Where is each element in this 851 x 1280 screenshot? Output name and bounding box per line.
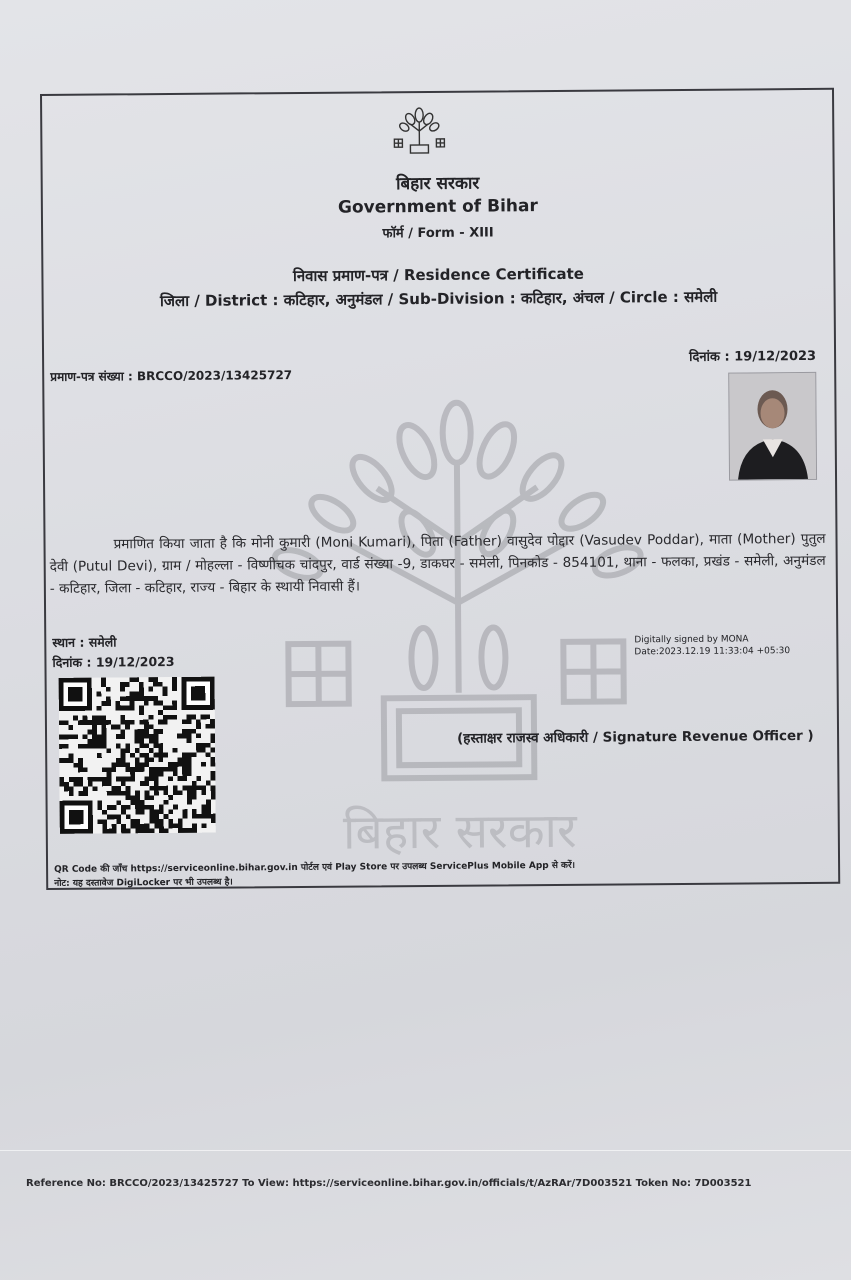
jurisdiction-line: जिला / District : कटिहार, अनुमंडल / Sub-Division : कटिहार, अंचल / Circle : समेली <box>159 287 718 311</box>
fold-crease <box>0 1150 851 1151</box>
digilocker-note: नोट: यह दस्तावेज DigiLocker पर भी उपलब्ध है। <box>54 877 233 889</box>
applicant-photo <box>728 372 817 481</box>
bihar-emblem-icon <box>388 101 450 163</box>
digital-signature-line1: Digitally signed by MONA <box>634 634 749 646</box>
watermark-text: बिहार सरकार <box>342 802 577 861</box>
signature-officer-label: (हस्ताक्षर राजस्व अधिकारी / Signature Revenue Officer ) <box>457 727 814 747</box>
form-label: फॉर्म / Form - XIII <box>382 225 494 242</box>
qr-verification-note: QR Code की जाँच https://serviceonline.bihar.gov.in पोर्टल एवं Play Store पर उपलब्ध ServicePlus Mobile App से करें। <box>54 860 576 875</box>
certificate-number: प्रमाण-पत्र संख्या : BRCCO/2023/13425727 <box>50 368 293 384</box>
certificate-frame <box>40 88 840 890</box>
hindi-title: बिहार सरकार <box>396 173 480 195</box>
bihar-emblem-watermark-icon <box>266 391 650 864</box>
place-label: स्थान : समेली <box>52 634 117 650</box>
certificate-title: निवास प्रमाण-पत्र / Residence Certificate <box>292 264 585 286</box>
english-title: Government of Bihar <box>337 196 538 218</box>
certificate-date: दिनांक : 19/12/2023 <box>689 348 817 365</box>
qr-code-icon[interactable] <box>59 677 216 834</box>
certificate-body-text: प्रमाणित किया जाता है कि मोनी कुमारी (Moni Kumari), पिता (Father) वासुदेव पोद्दार (Vasudev Poddar), माता (Mother) पुतुल देवी (Putul Devi), ग्राम / मोहल्ला - विष्णीचक चांदपुर, वार्ड संख्या -9, डाकघर - समेली, पिनकोड - 854101, थाना - फलका, प्रखंड - समेली, अनुमंडल - कटिहार, जिला - कटिहार, राज्य - बिहार के स्थायी निवासी हैं। <box>49 530 826 597</box>
footer-reference: Reference No: BRCCO/2023/13425727 To View: https://serviceonline.bihar.gov.in/officials/t/AzRAr/7D003521 Token No: 7D003521 <box>26 1178 752 1189</box>
digital-signature-line2: Date:2023.12.19 11:33:04 +05:30 <box>634 646 791 658</box>
issue-date-label: दिनांक : 19/12/2023 <box>52 653 175 670</box>
